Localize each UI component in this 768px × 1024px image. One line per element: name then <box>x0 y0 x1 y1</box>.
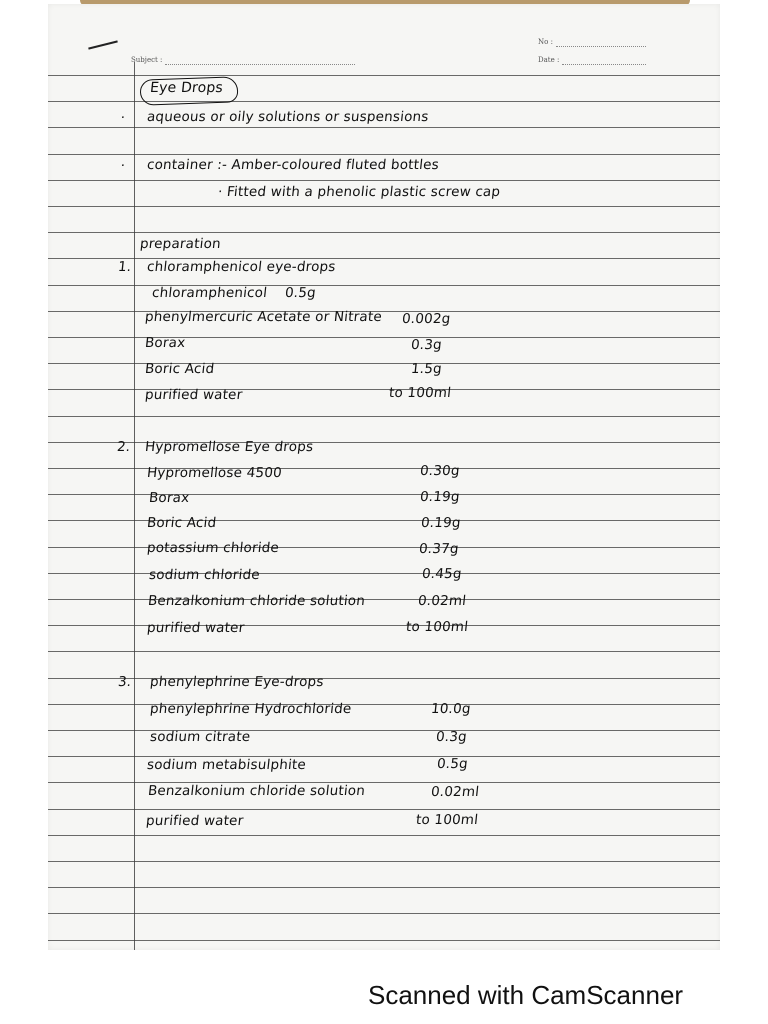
ingredient-name: Borax <box>144 335 187 351</box>
ruled-line <box>48 887 720 888</box>
ruled-line <box>48 861 720 862</box>
ingredient-amount: 0.37g <box>418 541 460 557</box>
ingredient-name: Borax <box>148 490 191 506</box>
ingredient-amount: 0.19g <box>420 515 462 531</box>
margin-line <box>134 62 135 950</box>
ingredient-name: sodium citrate <box>149 729 252 745</box>
ingredient-amount: 0.02ml <box>417 593 468 609</box>
subject-line <box>165 64 355 65</box>
ingredient-amount: 0.5g <box>436 756 469 772</box>
ruled-line <box>48 206 720 207</box>
ingredient-amount: 0.3g <box>410 337 443 353</box>
formula-number: 2. <box>116 439 132 455</box>
ingredient-amount: 0.3g <box>435 729 468 745</box>
ruled-line <box>48 678 720 679</box>
bullet-marker: . <box>120 106 127 122</box>
ruled-line <box>48 809 720 810</box>
formula-name: chloramphenicol eye-drops <box>146 259 337 275</box>
ruled-line <box>48 416 720 417</box>
ingredient-name: phenylephrine Hydrochloride <box>149 701 353 717</box>
ingredient-amount: 10.0g <box>430 701 472 717</box>
ingredient-amount: to 100ml <box>405 619 469 635</box>
date-label: Date : <box>538 56 560 64</box>
ingredient-amount: 1.5g <box>410 361 443 377</box>
ruled-line <box>48 154 720 155</box>
ruled-line <box>48 913 720 914</box>
ingredient-name: purified water <box>146 620 246 636</box>
ruled-line <box>48 730 720 731</box>
formula-name: phenylephrine Eye-drops <box>149 674 325 690</box>
camscanner-watermark: Scanned with CamScanner <box>368 980 684 1010</box>
bullet-text: aqueous or oily solutions or suspensions <box>146 109 430 125</box>
ingredient-amount: 0.19g <box>419 489 461 505</box>
ingredient-amount: 0.45g <box>421 566 463 582</box>
bullet-text: container :- Amber-coloured fluted bottles <box>146 157 440 173</box>
ruled-line <box>48 940 720 941</box>
ingredient-name: potassium chloride <box>146 540 280 556</box>
ingredient-amount: 0.30g <box>419 463 461 479</box>
ingredient-name: phenylmercuric Acetate or Nitrate <box>144 309 383 325</box>
ingredient-name: purified water <box>144 387 244 403</box>
ruled-line <box>48 285 720 286</box>
formula-number: 1. <box>117 259 133 275</box>
ingredient-name: Hypromellose 4500 <box>146 465 283 481</box>
no-line <box>556 46 646 47</box>
preparation-heading: preparation <box>139 236 222 252</box>
ruled-line <box>48 232 720 233</box>
ruled-line <box>48 180 720 181</box>
ingredient-amount: 0.02ml <box>430 784 481 800</box>
bullet-marker: . <box>120 154 127 170</box>
page-title: Eye Drops <box>149 80 224 96</box>
no-label: No : <box>538 38 553 46</box>
date-line <box>562 64 646 65</box>
ingredient-name: Benzalkonium chloride solution <box>147 593 366 609</box>
subject-label: Subject : <box>131 56 163 64</box>
ingredient-amount: to 100ml <box>388 385 452 401</box>
ruled-line <box>48 127 720 128</box>
ingredient-name: Boric Acid <box>146 515 218 531</box>
container-detail: · Fitted with a phenolic plastic screw cap <box>217 184 502 200</box>
ingredient-name: chloramphenicol <box>151 285 268 301</box>
ingredient-name: sodium metabisulphite <box>146 757 307 773</box>
ingredient-name: Benzalkonium chloride solution <box>147 783 366 799</box>
ruled-line <box>48 651 720 652</box>
ingredient-amount: 0.002g <box>401 311 452 327</box>
ruled-line <box>48 835 720 836</box>
ruled-line <box>48 704 720 705</box>
ingredient-name: purified water <box>145 813 245 829</box>
ingredient-name: Boric Acid <box>144 361 216 377</box>
formula-number: 3. <box>117 674 133 690</box>
ruled-line <box>48 75 720 76</box>
ingredient-amount: to 100ml <box>415 812 479 828</box>
ingredient-name: sodium chloride <box>148 567 261 583</box>
formula-name: Hypromellose Eye drops <box>144 439 315 455</box>
ingredient-amount: 0.5g <box>284 285 317 301</box>
